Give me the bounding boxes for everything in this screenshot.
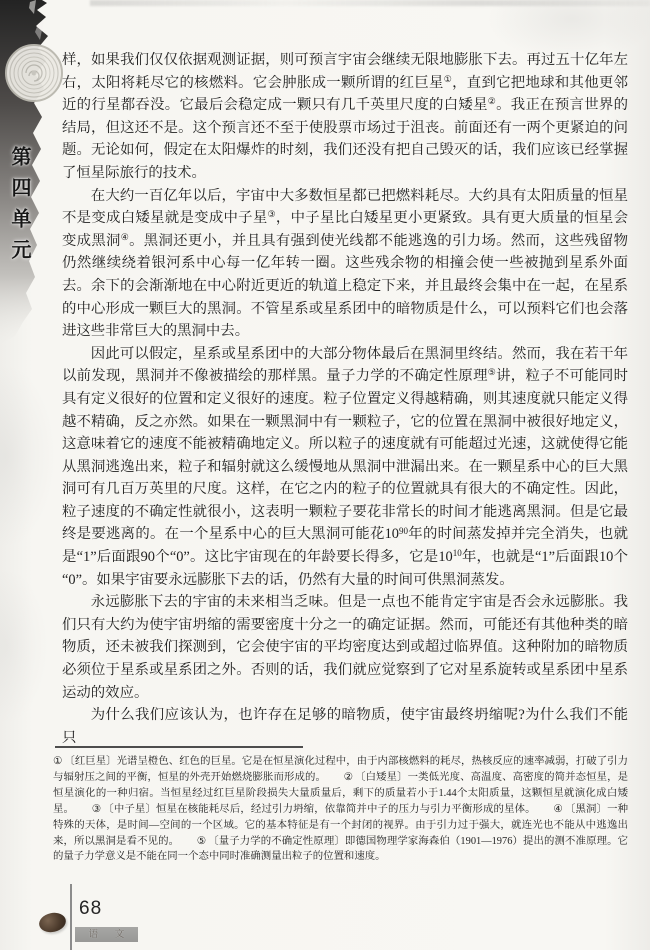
body-paragraph [62, 49, 628, 185]
body-text [62, 49, 628, 749]
footnote-ref-marker: ② [487, 96, 497, 107]
footnote-ref-marker: ③ [267, 209, 276, 220]
footnote-text: 〔量子力学的不确定性原理〕即德国物理学家海森伯（1901—1976）提出的测不准原理。它的量子力学意义是不能在同一个态中同时准确测量出粒子的位置和速度。 [53, 835, 628, 863]
text-run: 年的时间蒸发掉并完全消失，也就是“1”后面跟90个“0”。这比宇宙现在的年龄要长得多，它是10 [62, 526, 628, 566]
footer-vertical-rule [70, 884, 72, 950]
subject-badge: 语 文 [75, 927, 138, 942]
footnote-text: 〔中子星〕恒星在核能耗尽后，经过引力坍缩，依靠简并中子的压力与引力平衡形成的星体。 [103, 803, 536, 815]
jade-spiral-medallion-icon [4, 42, 64, 104]
footnote-entry [92, 804, 536, 815]
footnote-marker: ⑤ [196, 835, 207, 847]
footnote-divider [55, 746, 303, 748]
footnote-text: 〔红巨星〕光谱呈橙色、红色的巨星。它是在恒星演化过程中，由于内部核燃料的耗尽，热核反应的速率减弱，打破了引力与辐射压之间的平衡，恒星的外壳开始燃烧膨胀而形成的。 [53, 756, 628, 783]
body-paragraph [62, 591, 628, 704]
footnote-marker: ① [53, 756, 63, 767]
text-run: 在大约一百亿年以后，宇宙中大多数恒星都已把燃料耗尽。大约具有太阳质量的恒星不是变成白矮星就是变成中子星 [62, 187, 628, 227]
scan-edge-smudge [90, 0, 650, 6]
text-run: 为什么我们应该认为，也许存在足够的暗物质，使宇宙最终坍缩呢?为什么我们不能只 [62, 707, 628, 746]
text-run: 。黑洞还更小，并且具有强到使光线都不能逃逸的引力场。然而，这些残留物仍然继续绕着银河系中心每一亿年转一圈。这些残余物的相撞会使一些被抛到星系外面去。余下的会渐渐地在中心附近更近的轨道上稳定下来，并且最终会集中在一起，在星系的中心形成一颗巨大的黑洞。不管星系或星系团中的暗物质是什么，可以预料它们也会落进这些非常巨大的黑洞中去。 [62, 232, 628, 340]
body-paragraph [62, 343, 628, 592]
text-run: ，直到它把地球和其他更邻近的行星都吞没。它最后会稳定成一颗只有几千英里尺度的白矮星 [62, 74, 628, 114]
footnotes-text [53, 754, 628, 865]
text-run: 年，也就是“1”后面跟10个“0”。如果宇宙要永远膨胀下去的话，仍然有大量的时间可供黑洞蒸发。 [62, 549, 628, 588]
sidebar-unit-label: 第四单元 [8, 146, 30, 270]
body-paragraph [62, 185, 628, 343]
body-paragraph [62, 704, 628, 749]
footnote-marker: ③ [91, 803, 102, 815]
footnote-ref-marker: ① [443, 73, 453, 84]
footnote-ref-marker: ⑤ [487, 367, 497, 378]
footnote-ref-marker: 10 [452, 548, 462, 559]
footer-seed-ornament [37, 910, 67, 934]
text-run: 讲，粒子不可能同时具有定义很好的位置和定义很好的速度。粒子位置定义得越精确，则其速度就只能定义得越不精确，反之亦然。如果在一颗黑洞中有一颗粒子，它的位置在黑洞中被很好地定义，这意味着它的速度不能被精确地定义。所以粒子的速度就有可能超过光速，这就使得它能从黑洞逃逸出来，粒子和辐射就这么缓慢地从黑洞中泄漏出来。在一颗星系中心的巨大黑洞可有几百万英里的尺度。这样，在它之内的粒子的位置就具有很大的不确定性。因此，粒子速度的不确定性就很小，这表明一颗粒子要花非常长的时间才能逃离黑洞。但是它最终是要逃离的。在一个星系中心的巨大黑洞可能花10 [62, 368, 628, 543]
text-run: ，中子星比白矮星更小更紧致。具有更大质量的恒星会变成黑洞 [62, 210, 628, 249]
footnote-marker: ④ [553, 803, 563, 815]
text-run: 因此可以假定，星系或星系团中的大部分物体最后在黑洞里终结。然而，我在若干年以前发现，黑洞并不像被描绘的那样黑。量子力学的不确定性原理 [62, 345, 628, 385]
footnote-ref-marker: 90 [399, 525, 409, 536]
footnote-marker: ② [343, 771, 354, 783]
page-number: 68 [79, 898, 103, 919]
footnote-text: 〔黑洞〕一种特殊的天体，是时间—空间的一个区域。它的基本特征是有一个封闭的视界。由于引力过于强大，就连光也不能从中逃逸出来，所以黑洞是看不见的。 [53, 803, 629, 847]
footnote-text: 〔白矮星〕一类低光度、高温度、高密度的简并态恒星，是恒星演化的一种归宿。当恒星经过红巨星阶段损失大量质量后，剩下的质量若小于1.44个太阳质量，这颗恒星就演化成白矮星。 [53, 771, 628, 815]
text-run: 。我正在预言世界的结局，但这还不是。这个预言还不至于使股票市场过于沮丧。前面还有一两个更紧迫的问题。无论如何，假定在太阳爆炸的时刻，我们还没有把自己毁灭的话，我们应该已经掌握了恒星际旅行的技术。 [62, 97, 628, 181]
text-run: 样，如果我们仅仅依据观测证据，则可预言宇宙会继续无限地膨胀下去。再过五十亿年左右，太阳将耗尽它的核燃料。它会肿胀成一颗所谓的红巨星 [62, 52, 628, 91]
footnote-ref-marker: ④ [120, 231, 130, 242]
text-run: 永远膨胀下去的宇宙的未来相当乏味。但是一点也不能肯定宇宙是否会永远膨胀。我们只有大约为使宇宙坍缩的需要密度十分之一的确定证据。然而，可能还有其他种类的暗物质，还未被我们探测到，它会使宇宙的平均密度达到或超过临界值。这种附加的暗物质必须位于星系或星系团之外。否则的话，我们就应觉察到了它对星系旋转或星系团中星系运动的效应。 [62, 594, 628, 701]
